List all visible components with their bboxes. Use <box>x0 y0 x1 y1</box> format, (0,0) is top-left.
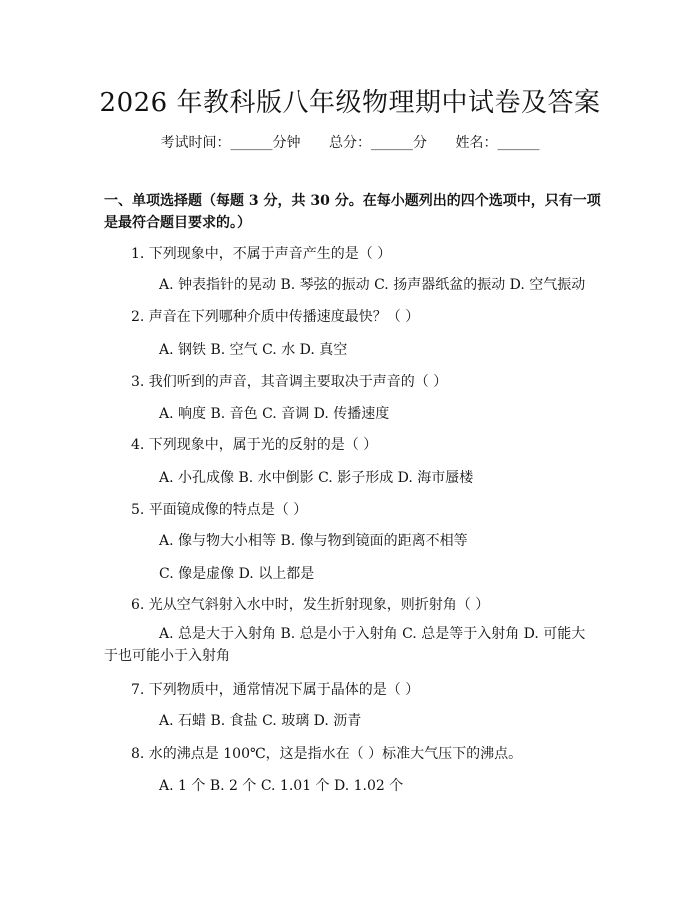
question-2: 2. 声音在下列哪种介质中传播速度最快？（ ） <box>131 309 420 325</box>
question-5-options-line-2: C. 像是虚像 D. 以上都是 <box>159 566 315 582</box>
question-6: 6. 光从空气斜射入水中时，发生折射现象，则折射角（ ） <box>131 597 490 613</box>
question-4: 4. 下列现象中，属于光的反射的是（ ） <box>131 437 378 453</box>
question-1-options: A. 钟表指针的晃动 B. 琴弦的振动 C. 扬声器纸盆的振动 D. 空气振动 <box>159 277 586 293</box>
section-heading: 一、单项选择题（每题 3 分，共 30 分。在每小题列出的四个选项中，只有一项是最符合题目要求的。） <box>104 193 601 231</box>
total-score-field: 总分：______分 <box>329 135 427 151</box>
question-1: 1. 下列现象中，不属于声音产生的是（ ） <box>131 246 392 262</box>
question-5: 5. 平面镜成像的特点是（ ） <box>131 502 308 518</box>
question-2-options: A. 钢铁 B. 空气 C. 水 D. 真空 <box>159 342 348 358</box>
exam-title: 2026 年教科版八年级物理期中试卷及答案 <box>99 88 601 118</box>
question-7: 7. 下列物质中，通常情况下属于晶体的是（ ） <box>131 682 420 698</box>
question-8: 8. 水的沸点是 100℃，这是指水在（ ）标准大气压下的沸点。 <box>131 746 523 762</box>
question-3: 3. 我们听到的声音，其音调主要取决于声音的（ ） <box>131 374 448 390</box>
question-6-options: A. 总是大于入射角 B. 总是小于入射角 C. 总是等于入射角 D. 可能大于也可能小于入射角 <box>104 626 586 664</box>
question-3-options: A. 响度 B. 音色 C. 音调 D. 传播速度 <box>159 406 390 422</box>
question-7-options: A. 石蜡 B. 食盐 C. 玻璃 D. 沥青 <box>159 713 362 729</box>
exam-time-field: 考试时间：______分钟 <box>160 135 301 151</box>
question-8-options: A. 1 个 B. 2 个 C. 1.01 个 D. 1.02 个 <box>159 778 404 794</box>
question-4-options: A. 小孔成像 B. 水中倒影 C. 影子形成 D. 海市蜃楼 <box>159 470 474 486</box>
exam-info-line <box>0 132 700 152</box>
question-5-options-line-1: A. 像与物大小相等 B. 像与物到镜面的距离不相等 <box>159 533 468 549</box>
student-name-field: 姓名：______ <box>455 135 540 151</box>
